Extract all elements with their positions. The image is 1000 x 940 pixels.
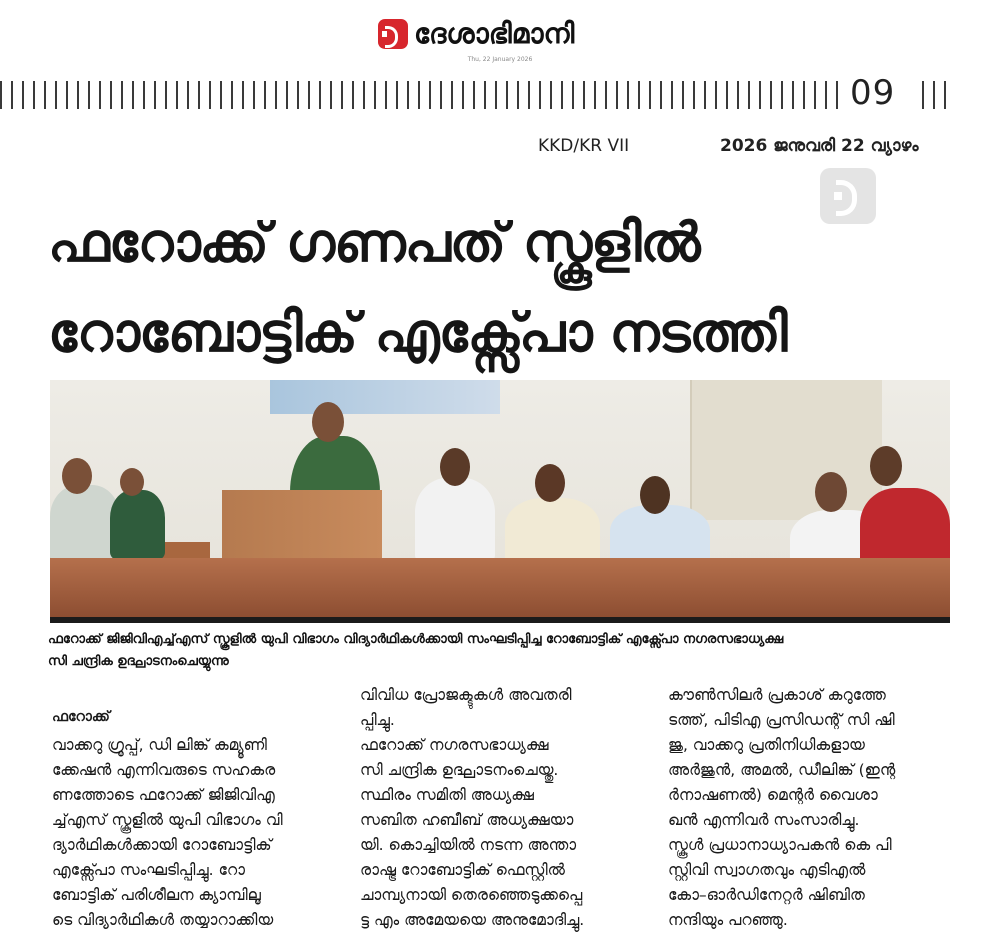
decorative-stripes-left [0, 81, 840, 109]
column-3-line: നന്ദിയും പറഞ്ഞു. [668, 911, 788, 929]
column-2-line: രാഷ്ട്ര റോബോട്ടിക് ഫെസ്റ്റിൽ [360, 861, 565, 879]
photo-caption [48, 629, 953, 673]
logo-text: ദേശാഭിമാനി [414, 17, 575, 50]
photo-door [690, 380, 882, 520]
photo-head-7 [870, 446, 902, 486]
edition-code: KKD/KR VII [538, 136, 630, 156]
column-2-line: ട്ട എം അമേയയെ അനുമോദിച്ചു. [360, 911, 585, 929]
headline-line-2: റോബോട്ടിക് എക്സ്പോ നടത്തി [48, 301, 787, 364]
column-3-line: സ്കൂൾ പ്രധാനാധ്യാപകൻ കെ പി [668, 836, 892, 854]
column-3-line: ജു, വാക്കറു പ്രതിനിധികളായ [668, 736, 865, 754]
photo-head-2 [120, 468, 144, 496]
column-3-line: ടത്ത്, പിടിഎ പ്രസിഡന്റ് സി ഷി [668, 711, 895, 729]
photo-head-1 [62, 458, 92, 494]
article-column-2 [360, 683, 650, 933]
article-dateline: ഫറോക്ക് [52, 709, 110, 725]
column-3-line: കോ–ഓർഡിനേറ്റർ ഷിബിത [668, 886, 865, 904]
caption-line-1: ഫറോക്ക് ജിജിവിഎച്ച്എസ് സ്കൂളിൽ യുപി വിഭാഗം വിദ്യാർഥികൾക്കായി സംഘടിപ്പിച്ച റോബോട്ടിക് എക്സ്പോ നഗരസഭാധ്യക്ഷ [48, 632, 784, 647]
column-1-line: ദ്യാർഥികൾക്കായി റോബോട്ടിക് [52, 836, 272, 854]
column-1-line: എക്സ്പോ സംഘടിപ്പിച്ചു. റോ [52, 861, 245, 879]
photo-head-5 [640, 476, 670, 514]
headline-line-1: ഫറോക്ക് ഗണപത് സ്കൂളിൽ [48, 211, 700, 274]
column-2-line: സ്ഥിരം സമിതി അധ്യക്ഷ [360, 786, 534, 804]
newspaper-logo[interactable] [378, 14, 574, 54]
column-1-line: ബോട്ടിക് പരിശീലന ക്യാമ്പിലൂ [52, 886, 261, 904]
photo-head-6 [815, 472, 847, 512]
column-1-line: ണത്തോടെ ഫറോക്ക് ജിജിവിഎ [52, 786, 275, 804]
photo-head-4 [535, 464, 565, 502]
photo-projector-screen [270, 380, 500, 414]
caption-line-2: സി ചന്ദ്രിക ഉദ്ഘാടനംചെയ്യുന്നു [48, 654, 229, 669]
issue-date: 2026 ജനുവരി 22 വ്യാഴം [720, 136, 919, 156]
column-3-line: കൗൺസിലർ പ്രകാശ് കറുത്തേ [668, 686, 886, 704]
photo-person-3 [415, 478, 495, 563]
masthead [0, 0, 1000, 70]
column-2-line: സബിത ഹബീബ് അധ്യക്ഷയാ [360, 811, 574, 829]
photo-person-2 [110, 490, 165, 560]
column-1-line: വാക്കറു ഗ്രൂപ്പ്, ഡി ലിങ്ക് കമ്യൂണി [52, 736, 267, 754]
column-1-line: ടെ വിദ്യാർഥികൾ തയ്യാറാക്കിയ [52, 911, 274, 929]
page-header-strip [0, 73, 1000, 117]
column-1-line: ക്കേഷൻ എന്നിവരുടെ സഹകര [52, 761, 276, 779]
article-headline [48, 198, 958, 378]
column-2-line: വിവിധ പ്രോജക്ടുകൾ അവതരി [360, 686, 572, 704]
column-2-line: ഫറോക്ക് നഗരസഭാധ്യക്ഷ [360, 736, 549, 754]
column-2-line: യി. കൊച്ചിയിൽ നടന്ന അന്താ [360, 836, 577, 854]
column-2-line: ചാമ്പ്യനായി തെരഞ്ഞെടുക്കപ്പെ [360, 886, 583, 904]
article-column-1 [52, 683, 342, 933]
column-2-line: പ്പിച്ചു. [360, 711, 395, 729]
photo-speaker-head [312, 402, 344, 442]
column-2-line: സി ചന്ദ്രിക ഉദ്ഘാടനംചെയ്തു. [360, 761, 559, 779]
column-3-line: ർനാഷണൽ) മെന്റർ വൈശാ [668, 786, 878, 804]
photo-head-3 [440, 448, 470, 486]
article-photo [50, 380, 950, 617]
photo-table [50, 558, 950, 617]
photo-bottom-rule [50, 617, 950, 623]
column-3-line: സ്റ്റിവി സ്വാഗതവും എടിഎൽ [668, 861, 866, 879]
column-1-line: ച്ച്എസ് സ്കൂളിൽ യുപി വിഭാഗം വി [52, 811, 283, 829]
column-3-line: ഖൻ എന്നിവർ സംസാരിച്ചു. [668, 811, 860, 829]
decorative-stripes-right [922, 81, 952, 109]
deshabhimani-logo-icon [378, 19, 408, 49]
column-3-line: അർജുൻ, അമൽ, ഡീലിങ്ക് (ഇന്റ [668, 761, 896, 779]
article-column-3 [668, 683, 958, 933]
masthead-date: Thu, 22 January 2026 [467, 56, 533, 63]
page-number: 09 [850, 73, 896, 113]
